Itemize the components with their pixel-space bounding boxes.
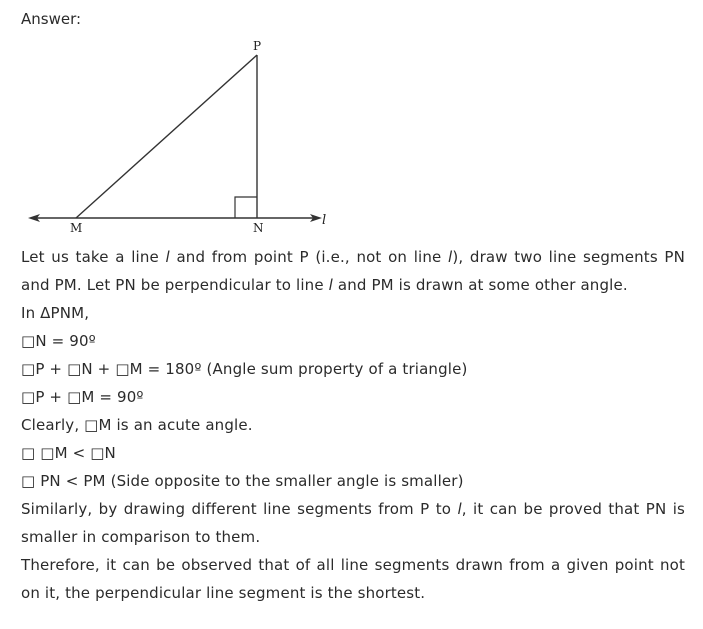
answer-heading: Answer: bbox=[21, 10, 82, 28]
line-angle-n: □N = 90º bbox=[21, 332, 96, 350]
label-l: l bbox=[322, 213, 327, 228]
line-acute: Clearly, □M is an acute angle. bbox=[21, 416, 253, 434]
line-angle-pm: □P + □M = 90º bbox=[21, 388, 144, 406]
solution-text bbox=[21, 243, 685, 607]
line-inequality-angles: □ □M < □N bbox=[21, 444, 116, 462]
paragraph-intro: Let us take a line l and from point P (i.e., not on line l), draw two line segments PN and PM. Let PN be perpendicular to line l and PM is drawn at some other angle. bbox=[21, 248, 685, 294]
right-angle-mark bbox=[235, 197, 257, 218]
line-triangle: In ΔPNM, bbox=[21, 304, 90, 322]
label-n: N bbox=[253, 221, 264, 235]
label-m: M bbox=[70, 221, 83, 235]
paragraph-conclusion: Therefore, it can be observed that of all line segments drawn from a given point not on it, the perpendicular line segment is the shortest. bbox=[21, 556, 685, 602]
line-inequality-sides: □ PN < PM (Side opposite to the smaller angle is smaller) bbox=[21, 472, 464, 490]
triangle-figure bbox=[0, 0, 703, 240]
label-p: P bbox=[253, 39, 262, 53]
segment-pm bbox=[76, 55, 257, 218]
line-angle-sum: □P + □N + □M = 180º (Angle sum property of a triangle) bbox=[21, 360, 468, 378]
paragraph-similarly: Similarly, by drawing different line segments from P to l, it can be proved that PN is smaller in comparison to them. bbox=[21, 500, 685, 546]
